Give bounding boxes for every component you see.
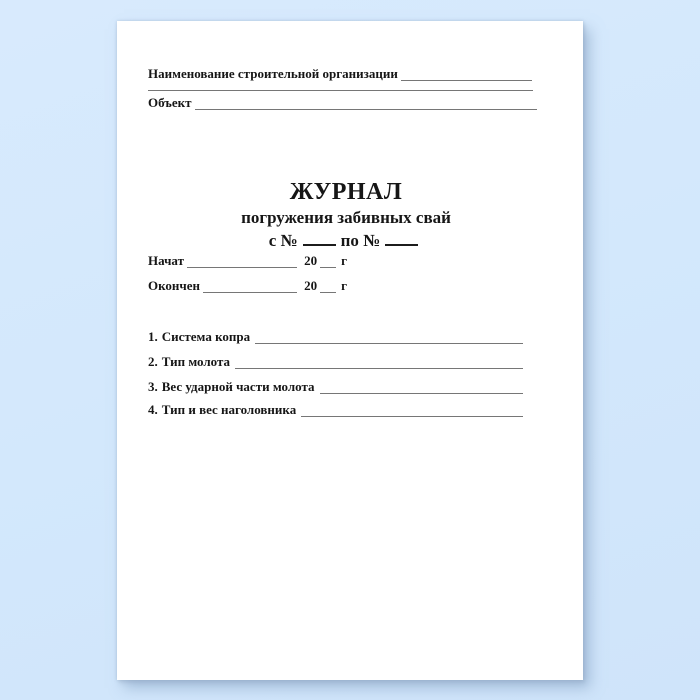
field-number: 4. [148, 402, 158, 417]
org-name-row [148, 67, 532, 81]
finished-year-prefix: 20 [304, 278, 318, 293]
started-year-blank [320, 254, 336, 268]
field-number: 1. [148, 329, 158, 344]
field-row-hammer-striking-weight [148, 380, 523, 394]
finished-date-blank-line [203, 279, 297, 293]
field-label: Вес ударной части молота [161, 379, 315, 394]
org-name-blank-line [401, 67, 532, 81]
started-date-row [148, 254, 347, 268]
field-row-hammer-type [148, 355, 523, 369]
journal-number-range [151, 230, 541, 251]
range-from-blank [303, 232, 336, 246]
field-blank-line [320, 380, 524, 394]
field-number: 2. [148, 354, 158, 369]
field-label: Система копра [161, 329, 251, 344]
field-blank-line [255, 330, 523, 344]
started-year-suffix: г [341, 253, 347, 268]
started-year-prefix: 20 [304, 253, 318, 268]
started-date-blank-line [187, 254, 297, 268]
object-blank-line [195, 96, 537, 110]
journal-subtitle: погружения забивных свай [241, 208, 451, 227]
finished-date-row [148, 279, 347, 293]
finished-year-blank [320, 279, 336, 293]
field-label: Тип молота [161, 354, 231, 369]
object-row [148, 96, 537, 110]
field-row-cap-type-weight [148, 403, 523, 417]
org-name-label: Наименование строительной организации [148, 66, 398, 81]
finished-label: Окончен [148, 278, 201, 293]
journal-title: ЖУРНАЛ [289, 179, 403, 205]
org-name-continuation-line [148, 90, 533, 91]
range-to-blank [385, 232, 418, 246]
finished-year-suffix: г [341, 278, 347, 293]
field-label: Тип и вес наголовника [161, 402, 297, 417]
field-blank-line [235, 355, 523, 369]
object-label: Объект [148, 95, 192, 110]
field-row-kopra-system [148, 330, 523, 344]
range-from-label: с № [268, 231, 298, 250]
range-to-label: по № [340, 231, 381, 250]
field-blank-line [301, 403, 523, 417]
journal-cover-sheet [117, 21, 583, 680]
title-block [151, 179, 541, 251]
started-label: Начат [148, 253, 184, 268]
field-number: 3. [148, 379, 158, 394]
